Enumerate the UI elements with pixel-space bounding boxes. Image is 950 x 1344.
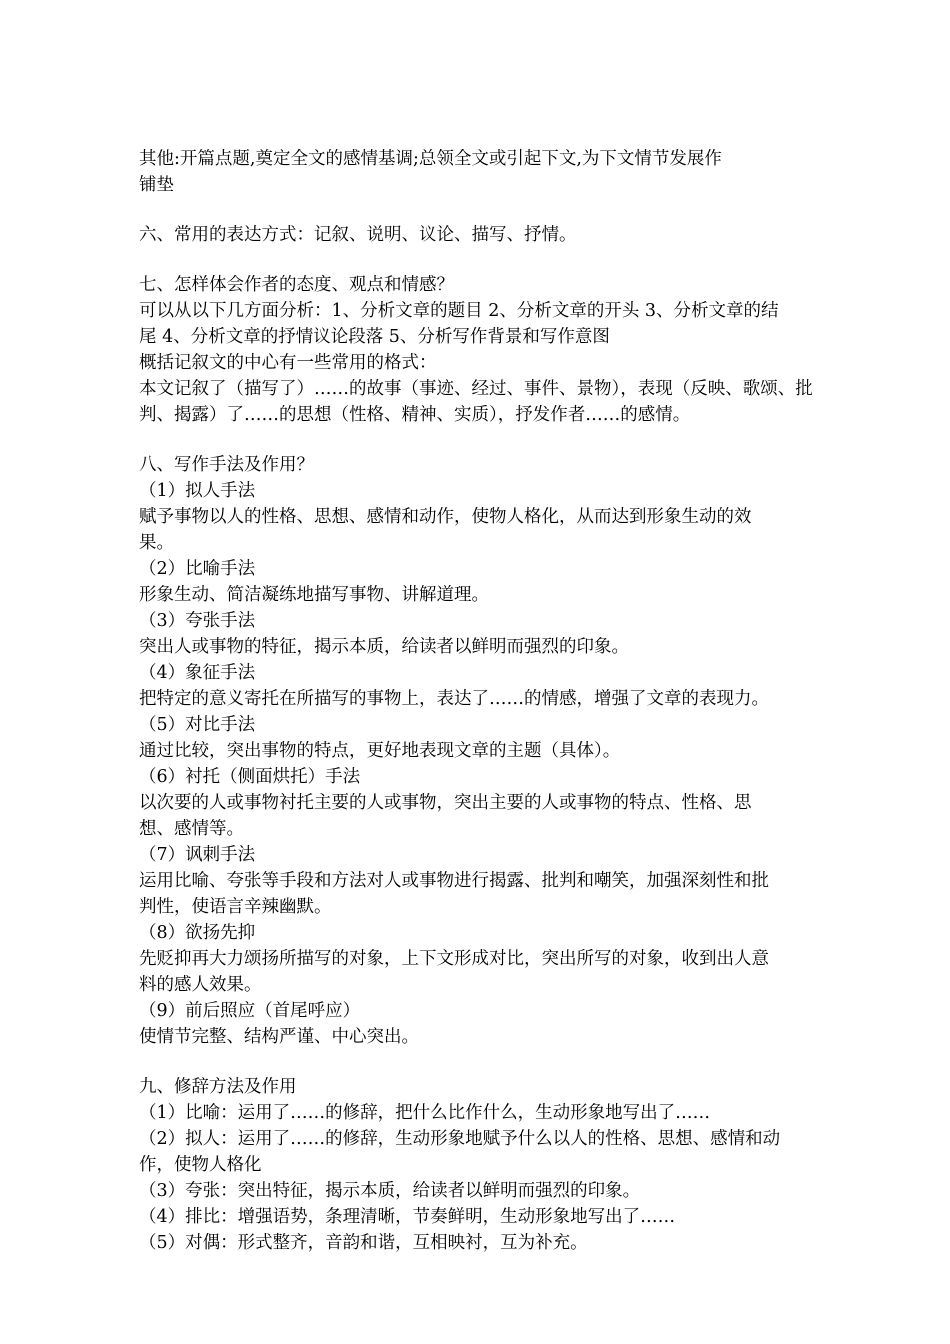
text-line: 概括记叙文的中心有一些常用的格式： [139, 353, 437, 373]
text-line: 可以从以下几方面分析：1、分析文章的题目 2、分析文章的开头 3、分析文章的结 [139, 301, 779, 321]
text-line: （2）拟人：运用了……的修辞，生动形象地赋予什么以人的性格、思想、感情和动 [139, 1129, 781, 1149]
text-line: 果。 [139, 533, 174, 553]
item-title: （4）象征手法 [139, 663, 256, 683]
item-title: （7）讽刺手法 [139, 845, 256, 865]
text-line: 其他:开篇点题,奠定全文的感情基调;总领全文或引起下文,为下文情节发展作 [139, 149, 722, 169]
section-heading: 九、修辞方法及作用 [139, 1077, 297, 1097]
item-title: （8）欲扬先抑 [139, 923, 256, 943]
text-line: 本文记叙了（描写了）……的故事（事迹、经过、事件、景物），表现（反映、歌颂、批 [139, 379, 813, 399]
text-line: （1）比喻：运用了……的修辞，把什么比作什么，生动形象地写出了…… [139, 1103, 711, 1123]
section-heading: 六、常用的表达方式：记叙、说明、议论、描写、抒情。 [139, 225, 577, 245]
text-line: 形象生动、简洁凝练地描写事物、讲解道理。 [139, 585, 489, 605]
section-6 [139, 222, 819, 248]
paragraph-other [139, 146, 819, 198]
text-line: （3）夸张：突出特征，揭示本质，给读者以鲜明而强烈的印象。 [139, 1181, 641, 1201]
text-line: 以次要的人或事物衬托主要的人或事物，突出主要的人或事物的特点、性格、思 [139, 793, 752, 813]
text-line: 料的感人效果。 [139, 975, 262, 995]
text-line: 通过比较，突出事物的特点，更好地表现文章的主题（具体）。 [139, 741, 621, 761]
text-line: 突出人或事物的特征，揭示本质，给读者以鲜明而强烈的印象。 [139, 637, 629, 657]
section-8 [139, 452, 819, 1050]
item-title: （1）拟人手法 [139, 481, 256, 501]
item-title: （2）比喻手法 [139, 559, 256, 579]
text-line: 判、揭露）了……的思想（性格、精神、实质），抒发作者……的感情。 [139, 405, 691, 425]
section-7 [139, 272, 819, 428]
text-line: 赋予事物以人的性格、思想、感情和动作，使物人格化，从而达到形象生动的效 [139, 507, 752, 527]
text-line: （5）对偶：形式整齐，音韵和谐，互相映衬，互为补充。 [139, 1233, 588, 1253]
item-title: （5）对比手法 [139, 715, 256, 735]
text-line: 作，使物人格化 [139, 1155, 262, 1175]
text-line: 尾 4、分析文章的抒情议论段落 5、分析写作背景和写作意图 [139, 327, 610, 347]
item-title: （9）前后照应（首尾呼应） [139, 1001, 361, 1021]
text-line: 铺垫 [139, 175, 174, 195]
text-line: （4）排比：增强语势，条理清晰，节奏鲜明，生动形象地写出了…… [139, 1207, 676, 1227]
item-title: （6）衬托（侧面烘托）手法 [139, 767, 361, 787]
text-line: 使情节完整、结构严谨、中心突出。 [139, 1027, 419, 1047]
text-line: 先贬抑再大力颂扬所描写的对象，上下文形成对比，突出所写的对象，收到出人意 [139, 949, 769, 969]
text-line: 想、感情等。 [139, 819, 244, 839]
section-heading: 七、怎样体会作者的态度、观点和情感？ [139, 275, 454, 295]
item-title: （3）夸张手法 [139, 611, 256, 631]
section-9 [139, 1074, 819, 1256]
text-line: 把特定的意义寄托在所描写的事物上，表达了……的情感，增强了文章的表现力。 [139, 689, 769, 709]
text-line: 判性，使语言辛辣幽默。 [139, 897, 332, 917]
section-heading: 八、写作手法及作用？ [139, 455, 314, 475]
document-page [139, 146, 819, 1256]
text-line: 运用比喻、夸张等手段和方法对人或事物进行揭露、批判和嘲笑，加强深刻性和批 [139, 871, 769, 891]
